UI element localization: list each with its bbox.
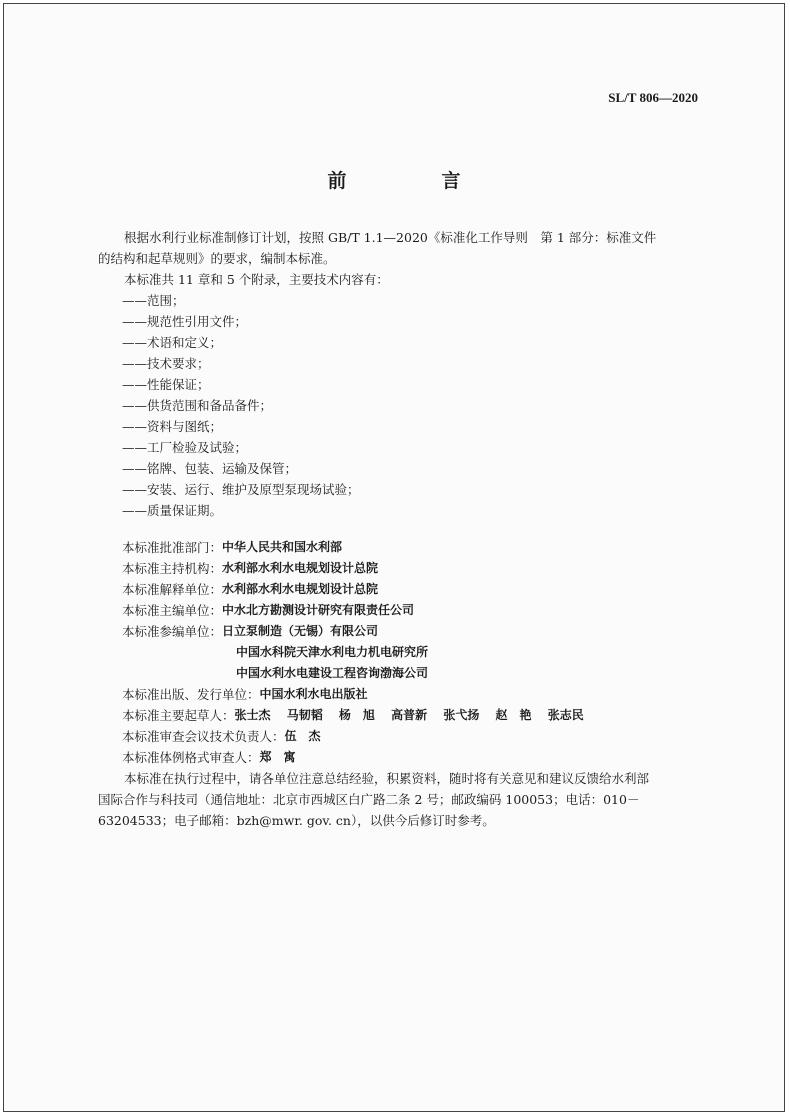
interpret-label: 本标准解释单位： [122, 582, 223, 597]
publisher-label: 本标准出版、发行单位： [122, 687, 260, 702]
closing-line-1: 本标准在执行过程中，请各单位注意总结经验，积累资料，随时将有关意见和建议反馈给水利部 [124, 771, 650, 786]
drafters-names [235, 705, 596, 726]
chief-editor-label: 本标准主编单位： [122, 603, 223, 618]
co-editor-value: 中国水利水电建设工程咨询渤海公司 [236, 666, 429, 680]
document-page [3, 3, 785, 1112]
reviewer-tech-value: 伍 杰 [284, 729, 321, 743]
reviewer-tech-label: 本标准审查会议技术负责人： [122, 729, 285, 744]
contents-list [98, 290, 712, 521]
closing-line-2: 国际合作与科技司（通信地址：北京市西城区白广路二条 2 号；邮政编码 100053；电话：010－ [98, 792, 640, 807]
publisher-row [98, 684, 712, 705]
intro-line-3: 本标准共 11 章和 5 个附录，主要技术内容有： [124, 272, 389, 287]
co-editors-label: 本标准参编单位： [122, 624, 223, 639]
reviewer-format-label: 本标准体例格式审查人： [122, 750, 260, 765]
intro-line-2: 的结构和起草规则》的要求，编制本标准。 [98, 251, 336, 266]
interpret-row [98, 579, 712, 600]
approval-row [98, 537, 712, 558]
publisher-value: 中国水利水电出版社 [259, 687, 368, 701]
drafter-name: 马韧韬 [286, 708, 323, 722]
drafters-label: 本标准主要起草人： [122, 708, 235, 723]
drafter-name: 赵 艳 [495, 708, 532, 722]
standard-code: SL/T 806—2020 [608, 90, 698, 105]
drafter-name: 高普新 [391, 708, 428, 722]
page-title: 前 言 [327, 170, 499, 192]
drafters-row [98, 705, 712, 726]
contents-item: ——铭牌、包装、运输及保管； [122, 461, 298, 476]
approval-label: 本标准批准部门： [122, 540, 223, 555]
closing-line-3: 63204533；电子邮箱：bzh@mwr. gov. cn），以供今后修订时参考。 [98, 813, 495, 828]
host-value: 水利部水利水电规划设计总院 [222, 561, 379, 575]
contents-item: ——规范性引用文件； [122, 314, 248, 329]
contents-item: ——工厂检验及试验； [122, 440, 248, 455]
contents-item: ——供货范围和备品备件； [122, 398, 273, 413]
reviewer-format-value: 郑 寓 [259, 750, 296, 764]
contents-item: ——资料与图纸； [122, 419, 223, 434]
contents-item: ——范围； [122, 293, 185, 308]
intro-line-1: 根据水利行业标准制修订计划，按照 GB/T 1.1—2020《标准化工作导则 第 1 部分：标准文件 [124, 230, 657, 245]
approval-value: 中华人民共和国水利部 [222, 540, 343, 554]
drafter-name: 张弋扬 [443, 708, 480, 722]
drafter-name: 张志民 [547, 708, 584, 722]
reviewer-format-row [98, 747, 712, 768]
contents-item: ——安装、运行、维护及原型泵现场试验； [122, 482, 360, 497]
reviewer-tech-row [98, 726, 712, 747]
interpret-value: 水利部水利水电规划设计总院 [222, 582, 379, 596]
chief-editor-value: 中水北方勘测设计研究有限责任公司 [222, 603, 415, 617]
contents-item: ——术语和定义； [122, 335, 223, 350]
chief-editor-row [98, 600, 712, 621]
co-editor-value: 日立泵制造（无锡）有限公司 [222, 624, 379, 638]
contents-item: ——性能保证； [122, 377, 210, 392]
drafter-name: 杨 旭 [338, 708, 375, 722]
co-editor-value: 中国水科院天津水利电力机电研究所 [236, 645, 429, 659]
spacer [98, 521, 712, 537]
co-editors-row [98, 621, 712, 642]
host-label: 本标准主持机构： [122, 561, 223, 576]
document-body [98, 227, 712, 831]
contents-item: ——质量保证期。 [122, 503, 223, 518]
host-row [98, 558, 712, 579]
contents-item: ——技术要求； [122, 356, 210, 371]
drafter-name: 张士杰 [234, 708, 271, 722]
